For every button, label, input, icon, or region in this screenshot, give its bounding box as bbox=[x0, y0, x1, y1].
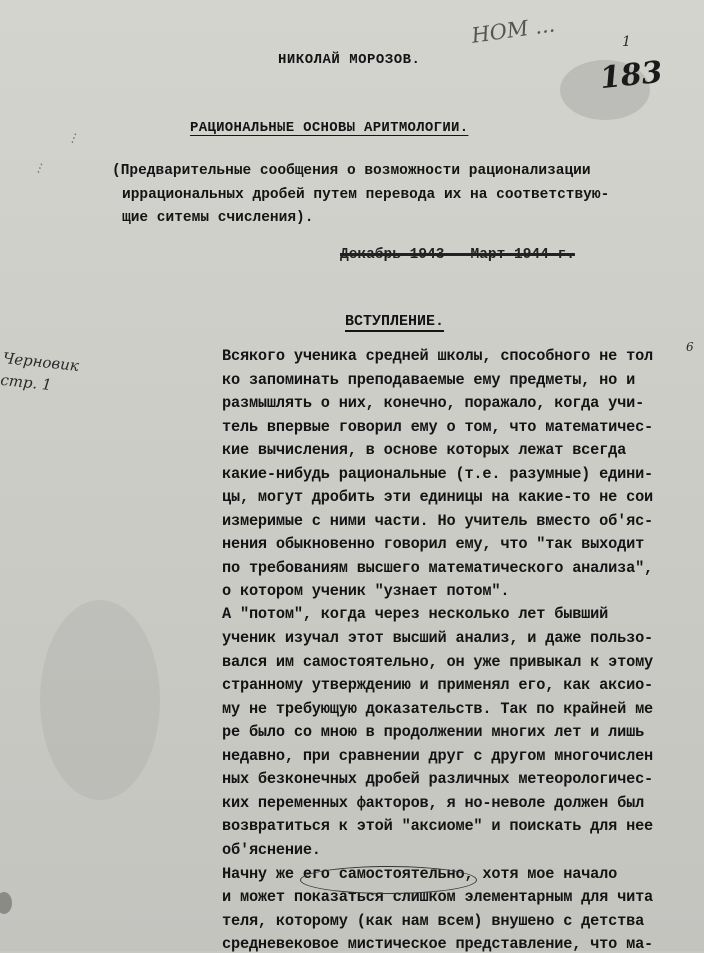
paper-stain bbox=[40, 600, 160, 800]
handwritten-faint-note: ... bbox=[62, 128, 81, 146]
struck-date: Декабрь 1943 - Март 1944 г. bbox=[340, 247, 575, 263]
body-line: ученик изучал этот высший анализ, и даже пользо- bbox=[222, 629, 654, 647]
handwritten-folio-mark: 1 bbox=[622, 34, 631, 50]
body-line: какие-нибудь рациональные (т.е. разумные) едини- bbox=[222, 465, 654, 483]
body-line: ре было со мною в продолжении многих лет и лишь bbox=[222, 723, 645, 741]
binder-hole bbox=[0, 892, 12, 914]
body-line: тель впервые говорил ему о том, что математичес- bbox=[222, 418, 654, 436]
body-line: измеримые с ними части. Но учитель вместо об'яс- bbox=[222, 512, 654, 530]
handwritten-margin-note: Черновик стр. 1 bbox=[0, 348, 80, 395]
body-line: странному утверждению и применял его, как аксио- bbox=[222, 676, 654, 694]
subtitle-line: щие ситемы счисления). bbox=[122, 210, 314, 226]
body-line: А "потом", когда через несколько лет бывший bbox=[222, 605, 609, 623]
body-line: цы, могут дробить эти единицы на какие-то не сои bbox=[222, 488, 654, 506]
body-line: кие вычисления, в основе которых лежат всегда bbox=[222, 441, 627, 459]
body-line: о котором ученик "узнает потом". bbox=[222, 582, 510, 600]
body-line: возвратиться к этой "аксиоме" и поискать для нее bbox=[222, 817, 654, 835]
body-line: об'яснение. bbox=[222, 841, 321, 859]
body-line: ко запоминать преподаваемые ему предметы, но и bbox=[222, 371, 636, 389]
body-line: вался им самостоятельно, он уже привыкал к этому bbox=[222, 653, 654, 671]
body-line: му не требующую доказательств. Так по крайней ме bbox=[222, 700, 654, 718]
section-heading: ВСТУПЛЕНИЕ. bbox=[345, 313, 445, 330]
body-line: размышлять о них, конечно, поражало, когда учи- bbox=[222, 394, 645, 412]
handwritten-line-mark: 6 bbox=[686, 340, 694, 354]
body-line: Всякого ученика средней школы, способного не тол bbox=[222, 347, 654, 365]
subtitle-line: иррациональных дробей путем перевода их на соответствую- bbox=[122, 187, 610, 203]
body-line: нения обыкновенно говорил ему, что "так выходит bbox=[222, 535, 645, 553]
handwritten-stamp-note: НОМ ... bbox=[470, 12, 557, 48]
body-line: ких переменных факторов, я но-неволе должен был bbox=[222, 794, 645, 812]
body-line: ных безконечных дробей различных метеорологичес- bbox=[222, 770, 654, 788]
body-line: и может показаться слишком элементарным для чита bbox=[222, 888, 654, 906]
body-line: теля, которому (как нам всем) внушено с детства bbox=[222, 912, 645, 930]
handwritten-faint-note: ... bbox=[28, 158, 47, 176]
handwritten-circle-mark bbox=[300, 866, 477, 894]
body-line: недавно, при сравнении друг с другом многочислен bbox=[222, 747, 654, 765]
handwritten-folio-number: 183 bbox=[598, 54, 665, 97]
subtitle-line: (Предварительные сообщения о возможности рационализации bbox=[112, 163, 591, 179]
document-title: РАЦИОНАЛЬНЫЕ ОСНОВЫ АРИТМОЛОГИИ. bbox=[190, 120, 469, 136]
body-line: Начну же его самостоятельно, хотя мое начало bbox=[222, 865, 618, 883]
body-line: по требованиям высшего математического анализа", bbox=[222, 559, 654, 577]
author-name: НИКОЛАЙ МОРОЗОВ. bbox=[278, 52, 421, 68]
body-line: средневековое мистическое представление, что ма- bbox=[222, 935, 654, 953]
